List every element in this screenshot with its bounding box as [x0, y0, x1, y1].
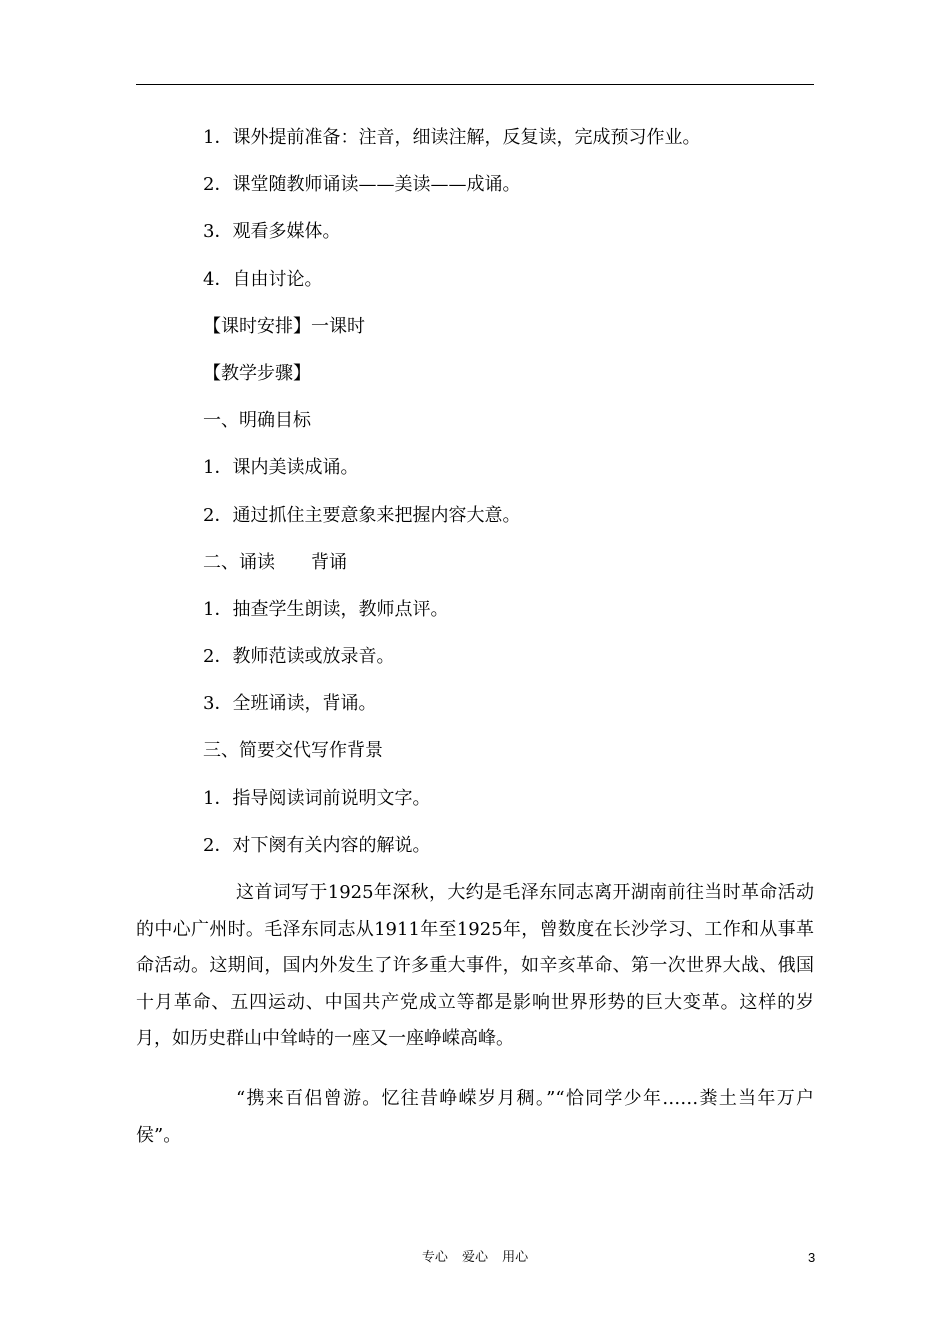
list-item: 1．课内美读成诵。: [203, 457, 359, 478]
list-item: 1．课外提前准备：注音，细读注解，反复读，完成预习作业。: [203, 127, 701, 148]
header-rule: [136, 84, 814, 85]
section-heading: 三、简要交代写作背景: [203, 740, 383, 761]
list-item: 2．教师范读或放录音。: [203, 646, 395, 667]
section-heading: 一、明确目标: [203, 410, 311, 431]
footer-motto: 专心 爱心 用心: [421, 1250, 529, 1265]
section-heading: 二、诵读 背诵: [203, 552, 347, 573]
list-item: 2．通过抓住主要意象来把握内容大意。: [203, 505, 521, 526]
list-item: 4．自由讨论。: [203, 269, 323, 290]
quote-paragraph: “携来百侣曾游。忆往昔峥嵘岁月稠。”“恰同学少年……粪土当年万户侯”。: [136, 1088, 814, 1146]
list-item: 1．抽查学生朗读，教师点评。: [203, 599, 449, 620]
section-heading: 【课时安排】一课时: [203, 316, 365, 337]
list-item: 3．全班诵读，背诵。: [203, 693, 377, 714]
list-item: 3．观看多媒体。: [203, 221, 341, 242]
list-item: 2．对下阕有关内容的解说。: [203, 835, 431, 856]
page-number: 3: [808, 1250, 816, 1265]
section-heading: 【教学步骤】: [203, 363, 311, 384]
list-item: 1．指导阅读词前说明文字。: [203, 788, 431, 809]
body-paragraph: 这首词写于1925年深秋，大约是毛泽东同志离开湖南前往当时革命活动的中心广州时。毛泽东同志从1911年至1925年，曾数度在长沙学习、工作和从事革命活动。这期间，国内外发生了许多重大事件，如辛亥革命、第一次世界大战、俄国十月革命、五四运动、中国共产党成立等都是影响世界形势的巨大变革。这样的岁月，如历史群山中耸峙的一座又一座峥嵘高峰。: [136, 882, 814, 1050]
list-item: 2．课堂随教师诵读——美读——成诵。: [203, 174, 521, 195]
